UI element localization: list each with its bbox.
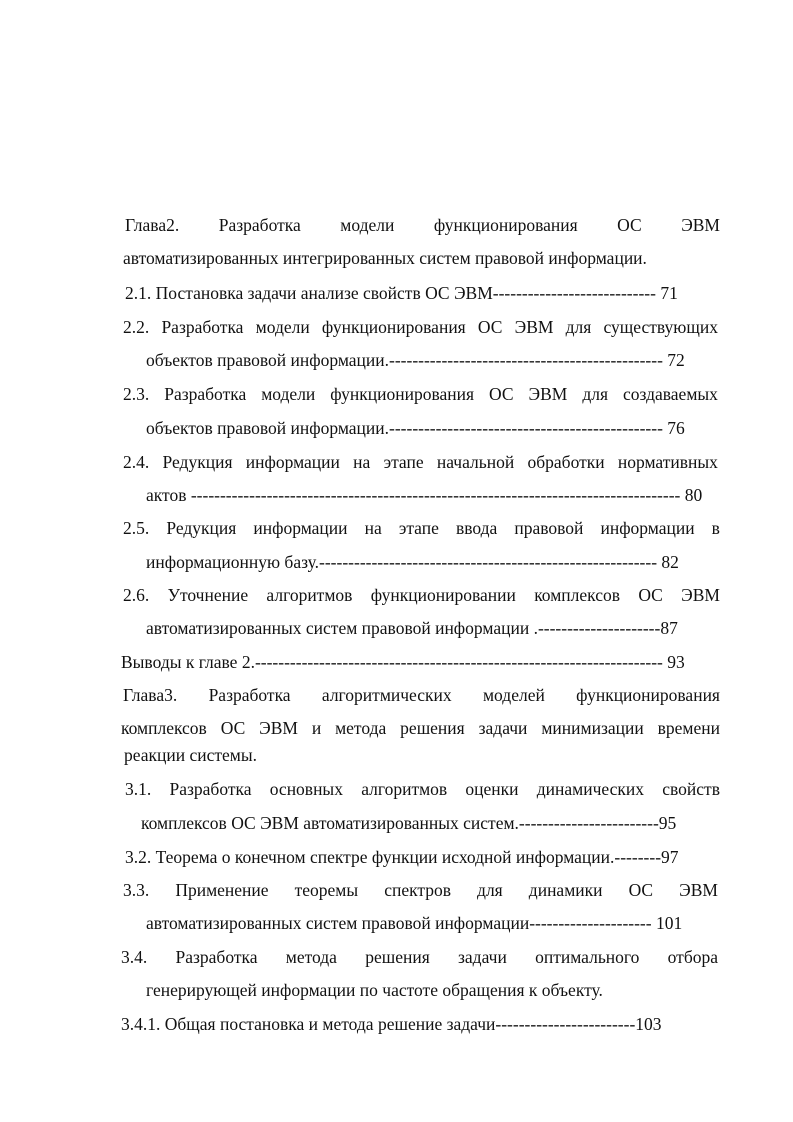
word: метода	[285, 947, 337, 967]
toc-entry-3-4-1: 3.4.1. Общая постановка и метода решение задачи------------------------103	[121, 1014, 662, 1034]
toc-entry-2-4	[123, 451, 718, 473]
word: задачи	[478, 718, 528, 738]
word: 3.3.	[123, 880, 150, 900]
word: создаваемых	[622, 384, 718, 404]
word: 2.3.	[123, 384, 150, 404]
toc-entry-2-2	[123, 316, 718, 338]
toc-entry-2-6-cont: автоматизированных систем правовой информации .---------------------87	[146, 618, 678, 638]
word: для	[565, 317, 592, 337]
word: алгоритмических	[321, 685, 452, 705]
word: модели	[261, 384, 316, 404]
word: ОС	[628, 880, 654, 900]
toc-entry-3-4	[121, 946, 718, 968]
word: Редукция	[166, 518, 237, 538]
word: ОС	[489, 384, 514, 404]
toc-entry-3-3	[123, 879, 718, 901]
toc-entry-3-4-cont: генерирующей информации по частоте обращения к объекту.	[146, 980, 603, 1000]
word: ЭВМ	[681, 215, 720, 235]
word: на	[364, 518, 382, 538]
word: ЭВМ	[528, 384, 568, 404]
word: основных	[269, 779, 343, 799]
word: на	[353, 452, 371, 472]
word: информации	[253, 518, 348, 538]
word: ОС	[617, 215, 642, 235]
word: функционирования	[433, 215, 578, 235]
word: функционирования	[330, 384, 475, 404]
word: для	[477, 880, 503, 900]
word: и	[311, 718, 322, 738]
word: нормативных	[617, 452, 718, 472]
word: модели	[255, 317, 310, 337]
word: моделей	[482, 685, 545, 705]
word: правовой	[514, 518, 584, 538]
word: времени	[657, 718, 720, 738]
toc-entry-3-3-cont: автоматизированных систем правовой информации--------------------- 101	[146, 913, 683, 933]
word: ЭВМ	[259, 718, 298, 738]
word: 2.5.	[123, 518, 150, 538]
word: минимизации	[541, 718, 644, 738]
word: ЭВМ	[679, 880, 718, 900]
toc-entry-2-4-cont: актов ------------------------------------------------------------------------------------ 80	[146, 485, 703, 505]
word: ОС	[477, 317, 503, 337]
word: алгоритмов	[361, 779, 448, 799]
word: начальной	[436, 452, 515, 472]
word: ОС	[220, 718, 246, 738]
chapter-2-heading-cont: автоматизированных интегрированных систем правовой информации.	[123, 248, 647, 268]
word: Разработка	[164, 384, 247, 404]
word: Уточнение	[167, 585, 249, 605]
word: теоремы	[294, 880, 359, 900]
word: динамических	[536, 779, 645, 799]
word: комплексов	[121, 718, 207, 738]
word: обработки	[527, 452, 605, 472]
toc-entry-2-5-cont: информационную базу.---------------------------------------------------------- 82	[146, 552, 679, 572]
chapter-2-heading	[125, 214, 720, 236]
word: функционирования	[321, 317, 466, 337]
toc-entry-2-6	[123, 584, 720, 606]
chapter-3-heading-end: реакции системы.	[124, 745, 257, 765]
word: Глава3.	[123, 685, 178, 705]
word: Разработка	[161, 317, 244, 337]
word: метода	[335, 718, 387, 738]
word: этапе	[398, 518, 439, 538]
chapter-3-heading-cont	[121, 717, 720, 739]
word: 2.6.	[123, 585, 150, 605]
toc-entry-2-3	[123, 383, 718, 405]
word: решения	[365, 947, 430, 967]
word: Разработка	[208, 685, 291, 705]
toc-entry-3-1	[125, 778, 720, 800]
word: функционирования	[576, 685, 720, 705]
toc-entry-2-1: 2.1. Постановка задачи анализе свойств ОС ЭВМ---------------------------- 71	[125, 283, 678, 303]
chapter-3-heading	[123, 684, 720, 706]
word: 2.2.	[123, 317, 150, 337]
word: решения	[400, 718, 465, 738]
word: информации	[600, 518, 695, 538]
word: модели	[340, 215, 395, 235]
toc-conclusions-ch2: Выводы к главе 2.---------------------------------------------------------------------- 93	[121, 652, 685, 672]
word: Разработка	[169, 779, 252, 799]
word: комплексов	[534, 585, 621, 605]
word: отбора	[667, 947, 718, 967]
word: 2.4.	[123, 452, 150, 472]
word: ОС	[638, 585, 663, 605]
word: спектров	[384, 880, 451, 900]
toc-entry-2-3-cont: объектов правовой информации.----------------------------------------------- 76	[146, 418, 685, 438]
toc-entry-3-2: 3.2. Теорема о конечном спектре функции исходной информации.--------97	[125, 847, 679, 867]
word: ЭВМ	[681, 585, 720, 605]
word: Разработка	[175, 947, 258, 967]
word: ввода	[455, 518, 498, 538]
toc-entry-2-5	[123, 517, 720, 539]
word: в	[711, 518, 720, 538]
toc-entry-3-1-cont: комплексов ОС ЭВМ автоматизированных систем.------------------------95	[141, 813, 677, 833]
word: 3.1.	[125, 779, 152, 799]
word: алгоритмов	[266, 585, 353, 605]
word: свойств	[662, 779, 720, 799]
word: информации	[245, 452, 340, 472]
word: для	[582, 384, 608, 404]
toc-entry-2-2-cont: объектов правовой информации.----------------------------------------------- 72	[146, 350, 685, 370]
word: этапе	[383, 452, 424, 472]
word: динамики	[528, 880, 603, 900]
word: задачи	[458, 947, 507, 967]
word: 3.4.	[121, 947, 148, 967]
word: Глава2.	[125, 215, 180, 235]
word: оптимального	[535, 947, 640, 967]
word: существующих	[603, 317, 718, 337]
word: функционировании	[370, 585, 516, 605]
word: ЭВМ	[514, 317, 554, 337]
word: Применение	[175, 880, 269, 900]
word: оценки	[465, 779, 519, 799]
word: Редукция	[162, 452, 233, 472]
word: Разработка	[218, 215, 301, 235]
